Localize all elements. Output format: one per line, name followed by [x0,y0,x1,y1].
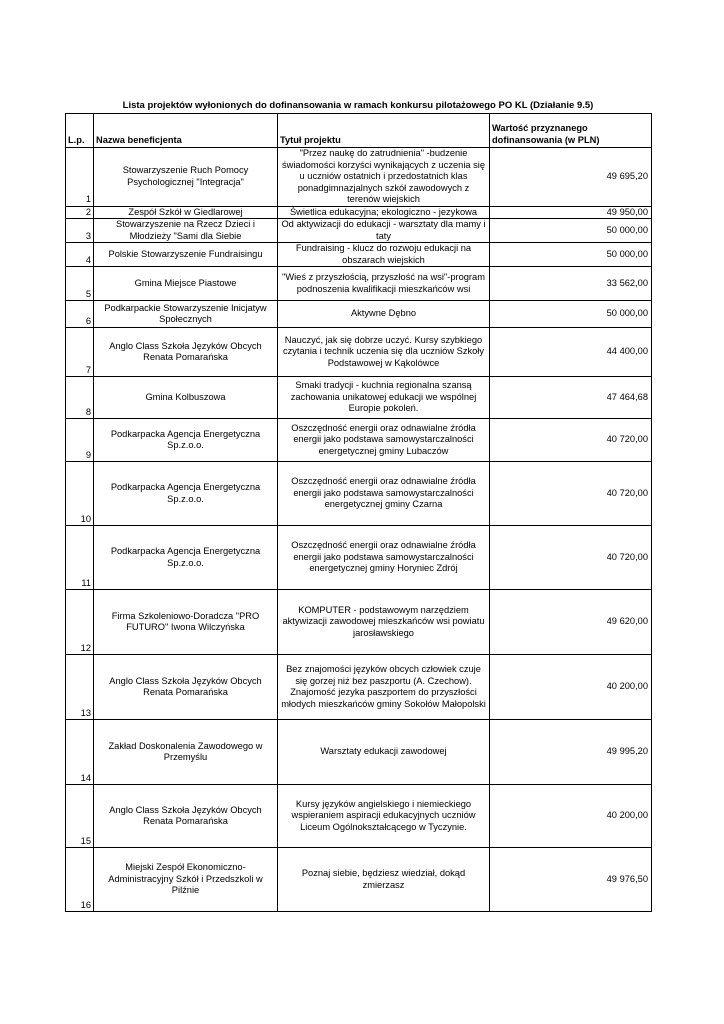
table-row [66,419,652,462]
table-row [66,377,652,419]
table-row [66,219,652,243]
row-beneficiary: Polskie Stowarzyszenie Fundraisingu [94,243,278,267]
row-value: 49 976,50 [490,848,652,912]
row-beneficiary: Firma Szkoleniowo-Doradcza "PRO FUTURO" Iwona Wilczyńska [94,590,278,655]
row-beneficiary: Stowarzyszenie Ruch Pomocy Psychologicznej "Integracja" [94,148,278,207]
row-project-title: Fundraising - klucz do rozwoju edukacji na obszarach wiejskich [278,243,490,267]
row-lp: 13 [66,655,94,720]
row-value: 44 400,00 [490,328,652,377]
row-beneficiary: Podkarpacka Agencja Energetyczna Sp.z.o.o. [94,526,278,590]
row-project-title: Warsztaty edukacji zawodowej [278,720,490,785]
row-lp: 6 [66,301,94,328]
header-name: Nazwa beneficjenta [94,114,278,148]
row-beneficiary: Anglo Class Szkoła Języków Obcych Renata Pomarańska [94,655,278,720]
row-project-title: Kursy języków angielskiego i niemieckiego wspieraniem aspiracji edukacyjnych uczniów Liceum Ogólnokształcącego w Tyczynie. [278,785,490,848]
projects-table [65,113,652,912]
row-project-title: Nauczyć, jak się dobrze uczyć. Kursy szybkiego czytania i technik uczenia się dla uczniów Szkoły Podstawowej w Kąkolówce [278,328,490,377]
row-value: 49 995,20 [490,720,652,785]
row-value: 50 000,00 [490,301,652,328]
row-lp: 12 [66,590,94,655]
row-project-title: Świetlica edukacyjna; ekologiczno - jezykowa [278,206,490,219]
row-beneficiary: Zakład Doskonalenia Zawodowego w Przemyślu [94,720,278,785]
row-beneficiary: Miejski Zespół Ekonomiczno-Administracyjny Szkół i Przedszkoli w Pilźnie [94,848,278,912]
row-project-title: "Przez naukę do zatrudnienia" -budzenie świadomości korzyści wynikających z uczenia się u uczniów ostatnich i przedostatnich klas ponadgimnazjalnych szkół zawodowych z terenów wiejskich [278,148,490,207]
row-project-title: Oszczędność energii oraz odnawialne źródła energii jako podstawa samowystarczalności energetycznej gminy Lubaczów [278,419,490,462]
row-beneficiary: Podkarpackie Stowarzyszenie Inicjatyw Społecznych [94,301,278,328]
row-value: 40 200,00 [490,785,652,848]
row-project-title: Aktywne Dębno [278,301,490,328]
table-row [66,462,652,526]
table-row [66,848,652,912]
row-project-title: Poznaj siebie, będziesz wiedział, dokąd zmierzasz [278,848,490,912]
table-row [66,785,652,848]
row-project-title: Oszczędność energii oraz odnawialne źródła energii jako podstawa samowystarczalności energetycznej gminy Horyniec Zdrój [278,526,490,590]
row-value: 47 464,68 [490,377,652,419]
header-project: Tytuł projektu [278,114,490,148]
row-lp: 7 [66,328,94,377]
row-lp: 8 [66,377,94,419]
row-value: 50 000,00 [490,243,652,267]
row-lp: 1 [66,148,94,207]
row-value: 49 695,20 [490,148,652,207]
row-lp: 5 [66,267,94,301]
row-value: 40 720,00 [490,526,652,590]
header-lp: L.p. [66,114,94,148]
table-row [66,148,652,207]
table-row [66,206,652,219]
row-beneficiary: Gmina Kolbuszowa [94,377,278,419]
table-row [66,243,652,267]
row-lp: 10 [66,462,94,526]
row-value: 49 950,00 [490,206,652,219]
row-project-title: "Wieś z przyszłością, przyszłość na wsi"-program podnoszenia kwalifikacji mieszkańców wsi [278,267,490,301]
row-lp: 2 [66,206,94,219]
row-value: 40 720,00 [490,462,652,526]
table-row [66,526,652,590]
row-value: 40 200,00 [490,655,652,720]
table-row [66,720,652,785]
row-value: 33 562,00 [490,267,652,301]
row-beneficiary: Stowarzyszenie na Rzecz Dzieci i Młodzieży "Sami dla Siebie [94,219,278,243]
table-header-row [66,114,652,148]
row-lp: 11 [66,526,94,590]
row-value: 50 000,00 [490,219,652,243]
row-lp: 14 [66,720,94,785]
row-lp: 16 [66,848,94,912]
table-row [66,590,652,655]
row-project-title: Smaki tradycji - kuchnia regionalna szansą zachowania unikatowej edukacji we wspólnej Europie pokoleń. [278,377,490,419]
row-project-title: Bez znajomości języków obcych człowiek czuje się gorzej niż bez paszportu (A. Czechow). Znajomość jezyka paszportem do przyszłości młodych mieszkańców gminy Sokołów Małopolski [278,655,490,720]
row-lp: 4 [66,243,94,267]
row-beneficiary: Podkarpacka Agencja Energetyczna Sp.z.o.o. [94,462,278,526]
table-row [66,301,652,328]
row-beneficiary: Anglo Class Szkoła Języków Obcych Renata Pomarańska [94,328,278,377]
header-value: Wartość przyznanego dofinansowania (w PLN) [490,114,652,148]
row-lp: 9 [66,419,94,462]
document-title: Lista projektów wyłonionych do dofinansowania w ramach konkursu pilotażowego PO KL (Działanie 9.5) [122,100,594,111]
row-beneficiary: Gmina Miejsce Piastowe [94,267,278,301]
table-row [66,267,652,301]
row-beneficiary: Zespół Szkół w Giedlarowej [94,206,278,219]
row-lp: 15 [66,785,94,848]
row-project-title: Oszczędność energii oraz odnawialne źródła energii jako podstawa samowystarczalności energetycznej gminy Czarna [278,462,490,526]
row-value: 49 620,00 [490,590,652,655]
table-row [66,328,652,377]
row-beneficiary: Podkarpacka Agencja Energetyczna Sp.z.o.o. [94,419,278,462]
row-project-title: KOMPUTER - podstawowym narzędziem aktywizacji zawodowej mieszkańców wsi powiatu jarosławskiego [278,590,490,655]
row-beneficiary: Anglo Class Szkoła Języków Obcych Renata Pomarańska [94,785,278,848]
row-value: 40 720,00 [490,419,652,462]
table-row [66,655,652,720]
row-lp: 3 [66,219,94,243]
row-project-title: Od aktywizacji do edukacji - warsztaty dla mamy i taty [278,219,490,243]
